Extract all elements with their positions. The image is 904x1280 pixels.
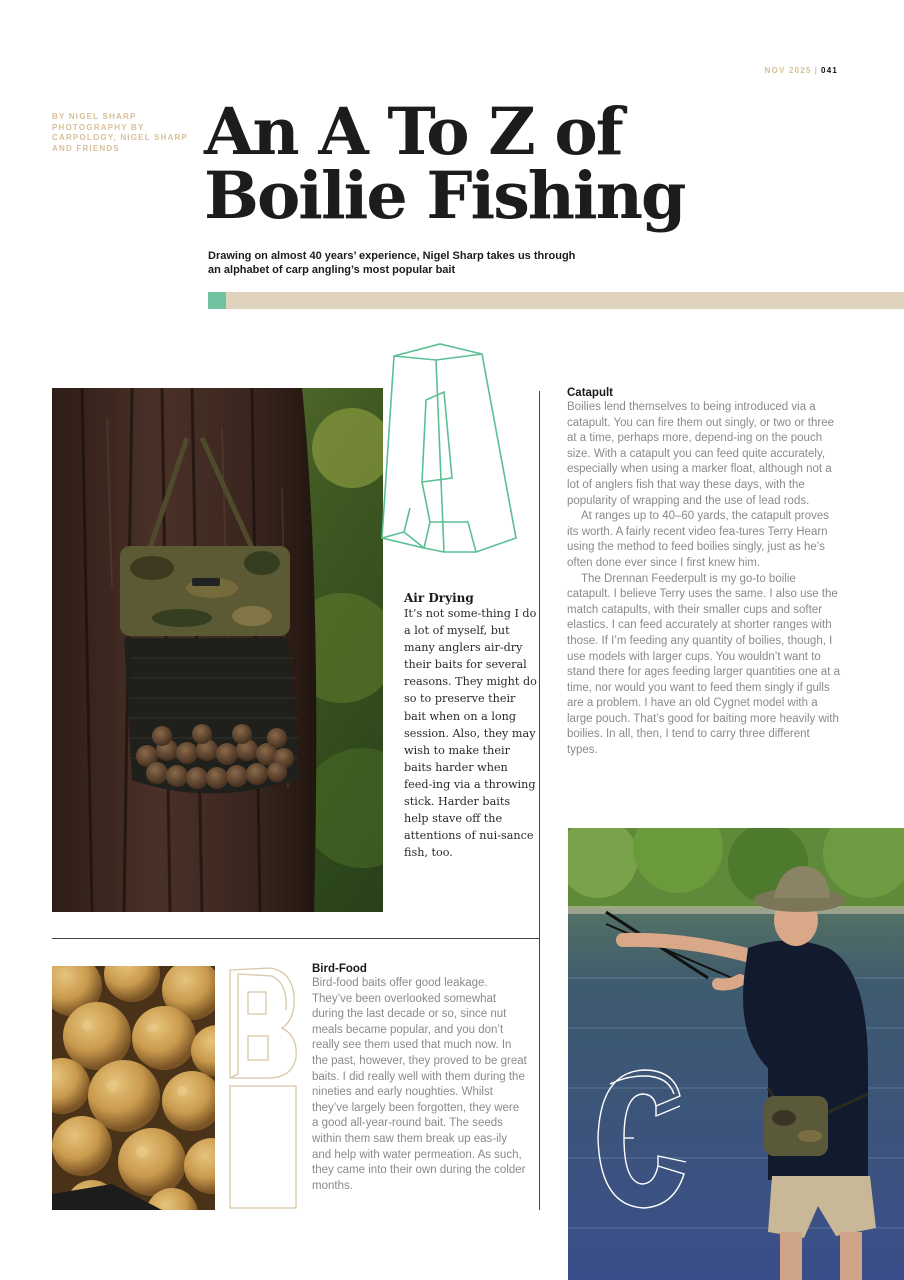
section-heading: Bird-Food: [312, 963, 367, 975]
column-divider: [539, 391, 540, 1210]
paragraph: At ranges up to 40–60 yards, the catapult proves its worth. A fairly recent video fea-tures Terry Hearn using the method to feed boilies singly, just as he’s often done ever since I first knew him.: [567, 510, 830, 569]
section-heading: Air Drying: [404, 591, 474, 605]
angler-catapult-photo: [568, 828, 904, 1280]
headline-line-1: An A To Z of: [204, 94, 622, 170]
section-heading: Catapult: [567, 387, 613, 399]
page-folio: [765, 66, 838, 75]
section-catapult: [567, 387, 842, 759]
section-air-drying: [404, 591, 538, 861]
section-bird-food: [312, 963, 528, 1194]
section-body: [567, 400, 842, 759]
paragraph: Boilies lend themselves to being introduced via a catapult. You can fire them out singly, or two or three at a time, perhaps more, depend-ing on the pouch size. With a catapult you can feed quite accurately, especially when using a marker float, although not a lot of anglers fish that way these days, with the popularity of wrapping and the use of lead rods.: [567, 401, 834, 507]
headline: [204, 94, 864, 234]
standfirst: Drawing on almost 40 years’ experience, Nigel Sharp takes us through an alphabet of carp angling’s most popular bait: [208, 250, 576, 276]
paragraph: The Drennan Feederpult is my go-to boilie catapult. I believe Terry uses the same. I also use the match catapults, with their smaller cups and softer elastics. I can feed accurately at shorter ranges with those. If I’m feeding any quantity of boilies, though, I use models with larger cups. You wouldn’t want to stand there for ages feeding larger quantities one at a time, nor would you want to feed them singly if gulls are a problem. I have an old Cygnet model with a large pouch. That’s good for baiting more heavily with boilies. In all, then, I tend to carry three different types.: [567, 572, 840, 757]
accent-bar-green: [208, 292, 226, 309]
page-number: 041: [821, 66, 838, 75]
drop-letter-b: [228, 966, 298, 1210]
section-body: Bird-food baits offer good leakage. They’ve been overlooked somewhat during the last decade or so, since nut meals became popular, and you don’t really see them used that much now. In the past, however, they proved to be great baits. I did really well with them during the nineties and early noughties. Whilst they’ve largely been forgotten, they were a good all-year-round bait. The seeds within them saw them break up eas-ily and help with water permeation. As such, they came into their own during the colder months.: [312, 977, 527, 1192]
drop-letter-a: [364, 342, 520, 564]
drop-letter-c: [594, 1066, 690, 1212]
byline: BY NIGEL SHARP PHOTOGRAPHY BY CARPOLOGY, NIGEL SHARP AND FRIENDS: [52, 112, 188, 153]
section-divider: [52, 938, 539, 939]
headline-line-2: Boilie Fishing: [204, 158, 685, 234]
folio-separator: |: [814, 66, 819, 75]
accent-bar-beige: [226, 292, 904, 309]
section-body: It’s not some-thing I do a lot of myself, but many anglers air-dry their baits for several reasons. They might do so to preserve their bait when on a long session. Also, they may wish to make their baits harder when feed-ing via a throwing stick. Harder baits help stave off the attentions of nui-sance fish, too.: [404, 607, 537, 860]
boilies-closeup-photo: [52, 966, 215, 1210]
issue-date: NOV 2025: [764, 66, 812, 75]
bait-bag-on-tree-photo: [52, 388, 383, 912]
